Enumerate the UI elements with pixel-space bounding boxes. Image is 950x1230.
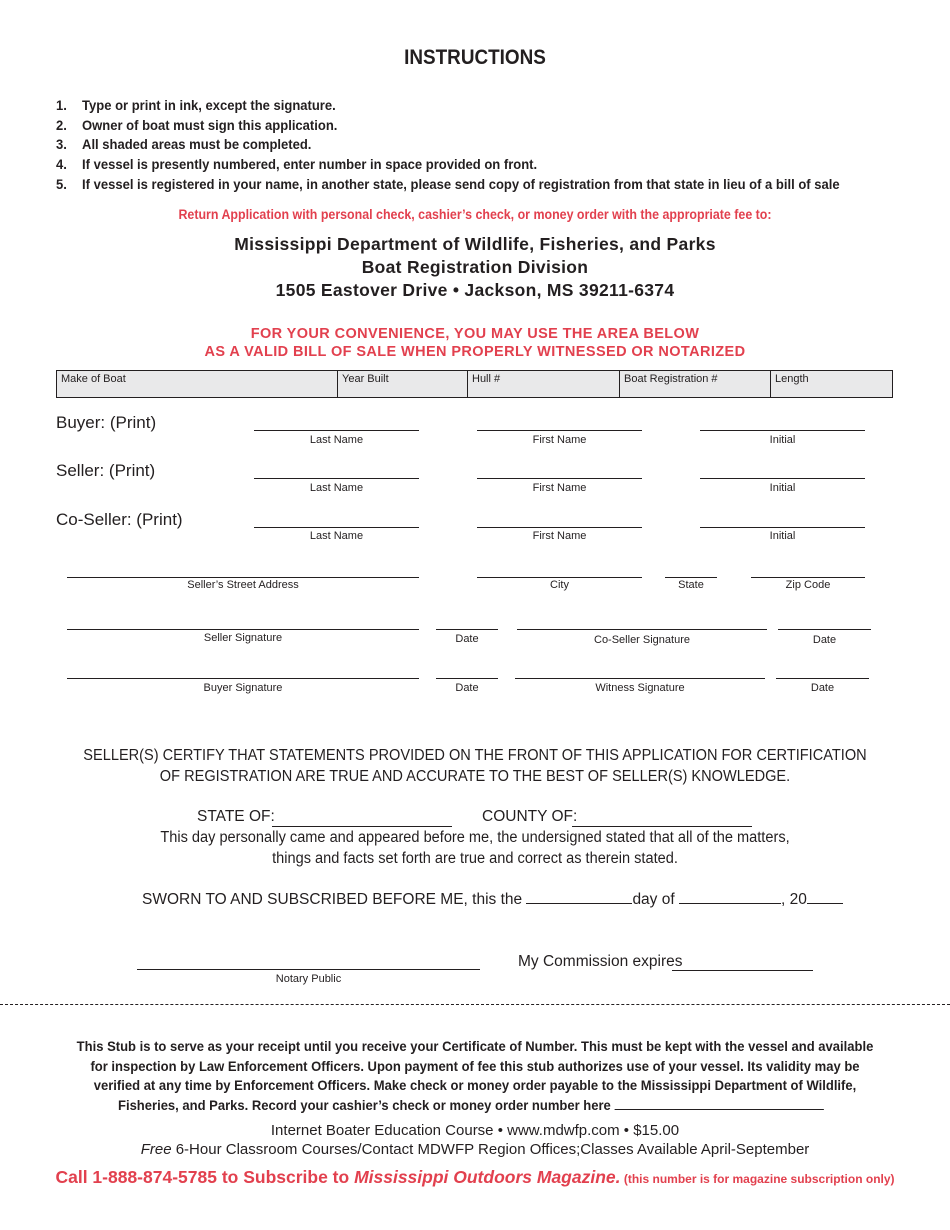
initial-label: Initial <box>769 530 796 542</box>
instruction-text: Type or print in ink, except the signature. <box>82 97 336 113</box>
buyer-label: Buyer: (Print) <box>56 413 157 432</box>
instruction-item <box>56 97 336 113</box>
address-line2: Boat Registration Division <box>361 257 589 277</box>
last-name-label: Last Name <box>309 434 364 446</box>
stub-line1: This Stub is to serve as your receipt until you receive your Certificate of Number. This must be kept with the vessel and available <box>76 1038 874 1054</box>
buyer-signature-label: Buyer Signature <box>203 682 283 694</box>
commission-expires-line[interactable] <box>672 970 813 971</box>
sworn-day-line[interactable] <box>526 902 632 904</box>
co-seller-signature-line[interactable] <box>517 629 767 630</box>
subscribe-note: (this number is for magazine subscription only) <box>620 1172 895 1186</box>
sworn-year-line[interactable] <box>807 902 843 904</box>
sworn-prefix: SWORN TO AND SUBSCRIBED BEFORE ME, this the <box>142 891 523 908</box>
magazine-name: Mississippi Outdoors Magazine. <box>354 1167 621 1187</box>
instruction-number: 4. <box>56 156 67 172</box>
first-name-label: First Name <box>532 482 587 494</box>
first-name-label: First Name <box>532 530 587 542</box>
county-of-label: COUNTY OF: <box>482 808 578 825</box>
seller-date-line[interactable] <box>436 629 498 630</box>
instruction-number: 2. <box>56 117 67 133</box>
witness-date-line[interactable] <box>776 678 869 679</box>
initial-label: Initial <box>769 434 796 446</box>
day-of-label: day of <box>632 891 675 908</box>
boat-registration-field[interactable]: Boat Registration # <box>620 371 771 397</box>
appeared-line2: things and facts set forth are true and correct as therein stated. <box>272 850 678 867</box>
year-built-field[interactable]: Year Built <box>338 371 468 397</box>
sworn-statement <box>142 891 843 909</box>
stub-line4 <box>118 1097 824 1113</box>
length-field[interactable]: Length <box>775 373 809 385</box>
notary-public-line[interactable] <box>137 969 480 970</box>
subscribe-line <box>0 1167 950 1188</box>
seller-label: Seller: (Print) <box>56 461 156 480</box>
zip-code-label: Zip Code <box>785 579 831 591</box>
instruction-item <box>56 176 840 192</box>
convenience-line2: AS A VALID BILL OF SALE WHEN PROPERLY WITNESSED OR NOTARIZED <box>204 344 746 360</box>
buyer-first-name-line[interactable] <box>477 430 642 431</box>
instruction-number: 1. <box>56 97 67 113</box>
co-seller-label: Co-Seller: (Print) <box>56 510 183 529</box>
instruction-number: 3. <box>56 136 67 152</box>
state-label: State <box>678 579 704 591</box>
free-word: Free <box>140 1141 172 1158</box>
initial-label: Initial <box>769 482 796 494</box>
state-line[interactable] <box>665 577 717 578</box>
buyer-signature-line[interactable] <box>67 678 419 679</box>
instruction-text: Owner of boat must sign this application. <box>82 117 338 133</box>
certification-line2: OF REGISTRATION ARE TRUE AND ACCURATE TO THE BEST OF SELLER(S) KNOWLEDGE. <box>159 768 791 785</box>
seller-signature-line[interactable] <box>67 629 419 630</box>
boat-info-table <box>56 370 893 398</box>
notary-public-label: Notary Public <box>275 973 342 985</box>
commission-expires-label: My Commission expires <box>518 953 683 970</box>
hull-number-field[interactable]: Hull # <box>468 371 620 397</box>
seller-signature-label: Seller Signature <box>203 632 283 644</box>
co-seller-signature-label: Co-Seller Signature <box>594 634 690 646</box>
city-line[interactable] <box>477 577 642 578</box>
buyer-date-line[interactable] <box>436 678 498 679</box>
certification-line1: SELLER(S) CERTIFY THAT STATEMENTS PROVIDED ON THE FRONT OF THIS APPLICATION FOR CERTIFICATION <box>83 747 867 764</box>
convenience-line1: FOR YOUR CONVENIENCE, YOU MAY USE THE AREA BELOW <box>250 326 700 342</box>
zip-code-line[interactable] <box>751 577 865 578</box>
co-seller-date-line[interactable] <box>778 629 871 630</box>
address-line3: 1505 Eastover Drive • Jackson, MS 39211-6374 <box>275 280 675 300</box>
seller-last-name-line[interactable] <box>254 478 419 479</box>
witness-signature-line[interactable] <box>515 678 765 679</box>
classroom-course-info <box>0 1141 950 1158</box>
instruction-text: If vessel is registered in your name, in another state, please send copy of registration from that state in lieu of a bill of sale <box>82 176 840 192</box>
last-name-label: Last Name <box>309 530 364 542</box>
first-name-label: First Name <box>532 434 587 446</box>
internet-course-info: Internet Boater Education Course • www.mdwfp.com • $15.00 <box>270 1122 680 1139</box>
stub-line4-text: Fisheries, and Parks. Record your cashier’s check or money order number here <box>118 1097 611 1113</box>
co-seller-last-name-line[interactable] <box>254 527 419 528</box>
instruction-text: All shaded areas must be completed. <box>82 136 312 152</box>
sworn-month-line[interactable] <box>679 902 781 904</box>
state-of-line[interactable] <box>272 826 452 827</box>
stub-line3: verified at any time by Enforcement Officers. Make check or money order payable to the Mississippi Department of Wildlife, <box>93 1077 857 1093</box>
seller-first-name-line[interactable] <box>477 478 642 479</box>
date-label: Date <box>455 633 479 645</box>
year-prefix: , 20 <box>780 891 807 908</box>
classroom-text: 6-Hour Classroom Courses/Contact MDWFP Region Offices;Classes Available April-September <box>171 1141 810 1158</box>
co-seller-first-name-line[interactable] <box>477 527 642 528</box>
last-name-label: Last Name <box>309 482 364 494</box>
co-seller-initial-line[interactable] <box>700 527 865 528</box>
buyer-last-name-line[interactable] <box>254 430 419 431</box>
cut-line-divider <box>0 1004 950 1005</box>
seller-initial-line[interactable] <box>700 478 865 479</box>
page-title: INSTRUCTIONS <box>404 46 546 69</box>
date-label: Date <box>810 682 835 694</box>
instruction-item <box>56 117 337 133</box>
state-of-label: STATE OF: <box>197 808 275 825</box>
address-line1: Mississippi Department of Wildlife, Fisheries, and Parks <box>234 234 716 254</box>
appeared-line1: This day personally came and appeared before me, the undersigned stated that all of the matters, <box>160 829 790 846</box>
city-label: City <box>550 579 569 591</box>
instruction-text: If vessel is presently numbered, enter number in space provided on front. <box>82 156 538 172</box>
stub-line2: for inspection by Law Enforcement Officers. Upon payment of fee this stub authorizes use of your vessel. Its validity may be <box>90 1058 860 1074</box>
instruction-item <box>56 156 537 172</box>
subscribe-call: Call 1-888-874-5785 to Subscribe to <box>55 1167 355 1187</box>
street-address-label: Seller’s Street Address <box>187 579 299 591</box>
street-address-line[interactable] <box>67 577 419 578</box>
witness-signature-label: Witness Signature <box>595 682 685 694</box>
return-note: Return Application with personal check, cashier’s check, or money order with the appropriate fee to: <box>178 207 772 222</box>
date-label: Date <box>812 634 837 646</box>
check-number-line[interactable] <box>614 1108 823 1110</box>
make-of-boat-field[interactable]: Make of Boat <box>57 371 338 397</box>
county-of-line[interactable] <box>572 826 752 827</box>
date-label: Date <box>455 682 479 694</box>
instruction-number: 5. <box>56 176 67 192</box>
instruction-item <box>56 136 311 152</box>
buyer-initial-line[interactable] <box>700 430 865 431</box>
